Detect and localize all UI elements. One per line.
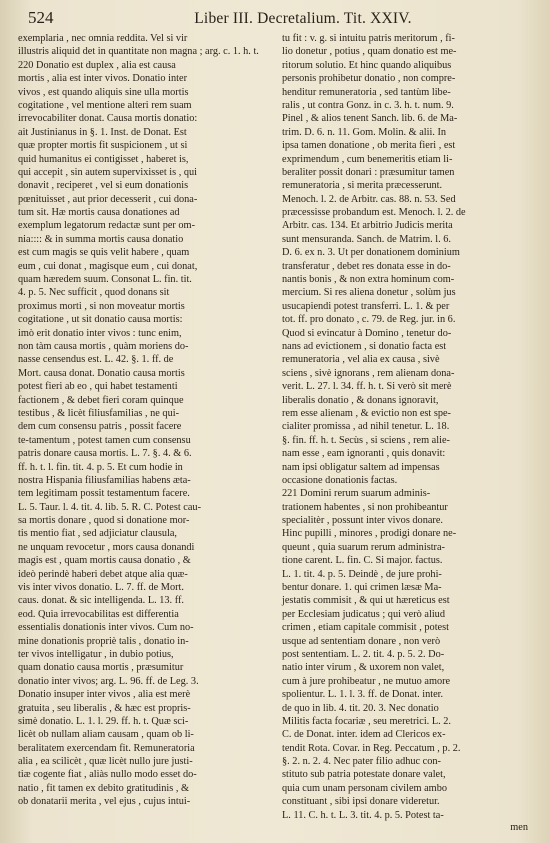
text-line: per Ecclesiam judicatus ; qui verò aliud bbox=[282, 608, 445, 620]
text-line: irrevocabiliter donat. Causa mortis donatio: bbox=[18, 113, 198, 125]
text-line: sa mortis donare , quod si donatione mor- bbox=[18, 515, 190, 527]
text-line: tot. ff. pro donato , c. 79. de Reg. jur. in 6. bbox=[282, 314, 456, 326]
text-line: D. 6. ex n. 3. Ut per donationem dominium bbox=[282, 247, 460, 259]
text-line: alia , ea scilicèt , quæ licèt nullo jure justi- bbox=[18, 756, 193, 768]
text-line: §. 2. n. 2. 4. Nec pater filio adhuc con- bbox=[282, 756, 441, 768]
text-line: ait Justinianus in §. 1. Inst. de Donat. Est bbox=[18, 126, 187, 138]
text-line: crimen , etiam capitale commisit , potest bbox=[282, 622, 449, 634]
text-line: ter vivos intelligatur , in dubio potius, bbox=[18, 648, 174, 660]
text-line: natio , fit tamen ex debito gratitudinis , & bbox=[18, 782, 190, 794]
text-line: cum à jure prohibeatur , ne mutuo amore bbox=[282, 675, 451, 687]
text-line: tiæ cogente fiat , aliàs nullo modo esset do- bbox=[18, 769, 197, 781]
text-line: lio donetur , potius , quam donatio est me- bbox=[282, 46, 457, 58]
text-line: tione carent. L. fin. C. Si major. factus. bbox=[282, 555, 443, 567]
text-line: quæ propter mortis fit suspicionem , ut si bbox=[18, 140, 188, 152]
text-line: quia cum unam personam civilem ambo bbox=[282, 782, 447, 794]
text-line: beralitatem exercendam fit. Remuneratoria bbox=[18, 742, 195, 754]
text-line: rem esse alienam , & evictio non est spe- bbox=[282, 407, 451, 419]
text-line: henditur remuneratoria , sed tantùm libe- bbox=[282, 86, 451, 98]
text-line: exemplaria , nec omnia reddita. Vel si vir bbox=[18, 33, 188, 44]
text-line: tendit Rota. Covar. in Reg. Peccatum , p. 2. bbox=[282, 742, 461, 754]
text-line: qui accepit , sin autem supervixisset is , qui bbox=[18, 166, 198, 178]
text-line: remuneratoria , si merita præcesserunt. bbox=[282, 180, 443, 192]
text-line: usucapiendi potest transferri. L. 1. & per bbox=[282, 300, 450, 312]
text-line: proximus morti , si non moveatur mortis bbox=[18, 300, 185, 312]
text-line: stituto sub patria potestate donare valet, bbox=[282, 769, 446, 781]
text-line: tum sit. Hæ mortis causa donationes ad bbox=[18, 207, 180, 219]
text-line: constituant , sibi ipsi donare videretur. bbox=[282, 796, 440, 808]
text-line: nostra Hispania filiusfamilias habens æta- bbox=[18, 474, 191, 486]
text-line: non tàm causa mortis , quàm moriens do- bbox=[18, 340, 189, 352]
right-column bbox=[282, 32, 532, 821]
text-line: ob donatarii merita , vel ejus , cujus intui- bbox=[18, 796, 191, 808]
text-line: caus. donat. & sic intelligenda. L. 13. ff. bbox=[18, 595, 184, 607]
text-line: Mort. causa donat. Donatio causa mortis bbox=[18, 367, 185, 379]
text-line: usque ad sententiam donare , non verò bbox=[282, 635, 441, 647]
text-line: sunt mensuranda. Sanch. de Matrim. l. 6. bbox=[282, 233, 452, 245]
text-line: donatio inter vivos; arg. L. 96. ff. de Leg. 3. bbox=[18, 675, 199, 687]
text-line: simè donatio. L. 1. l. 29. ff. h. t. Quæ sci- bbox=[18, 715, 189, 727]
text-line: licèt ob nullam aliam causam , quam ob li- bbox=[18, 729, 194, 741]
text-line: gratuita , seu liberalis , & hæc est propris- bbox=[18, 702, 191, 714]
text-line: L. 1. tit. 4. p. 5. Deindè , de jure prohi- bbox=[282, 568, 442, 580]
text-line: personis prohibetur donatio , non compre- bbox=[282, 73, 456, 85]
text-line: trationem habentes , si non prohibeantur bbox=[282, 501, 448, 513]
catchword: men bbox=[510, 822, 528, 833]
text-line: pœnituisset , aut prior decesserit , cui dona- bbox=[18, 193, 198, 205]
page-number: 524 bbox=[28, 8, 54, 27]
text-line: tis mentio fiat , sed adjiciatur clausula, bbox=[18, 528, 177, 540]
text-line: est cum magis se quis velit habere , quam bbox=[18, 247, 190, 259]
text-line: ralis , ut contra Gonz. in c. 3. h. t. num. 9. bbox=[282, 99, 454, 111]
left-column bbox=[18, 32, 268, 815]
text-line: factionem , & debet fieri coram quinque bbox=[18, 394, 184, 406]
text-line: verit. L. 27. l. 34. ff. h. t. Si verò sit merè bbox=[282, 381, 452, 393]
text-line: §. fin. ff. h. t. Secùs , si sciens , rem alie- bbox=[282, 434, 450, 446]
text-line: L. 5. Taur. l. 4. tit. 4. lib. 5. R. C. Potest cau- bbox=[18, 501, 201, 513]
text-line: imò erit donatio inter vivos : tunc enim, bbox=[18, 327, 182, 339]
text-line: tem legitimam possit testamentum facere. bbox=[18, 488, 190, 500]
text-line: sciens , sivè ignorans , rem alienam dona- bbox=[282, 367, 455, 379]
text-line: vis inter vivos donatio. L. 7. ff. de Mort. bbox=[18, 582, 184, 594]
text-line: L. 11. C. h. t. L. 3. tit. 4. p. 5. Potest ta- bbox=[282, 809, 444, 821]
text-line: mercium. Si res aliena donetur , solùm jus bbox=[282, 287, 456, 299]
text-line: ff. h. t. l. fin. tit. 4. p. 5. Et cum hodie in bbox=[18, 461, 183, 473]
text-line: natio inter virum , & uxorem non valet, bbox=[282, 662, 445, 674]
text-line: C. de Donat. inter. idem ad Clericos ex- bbox=[282, 729, 446, 741]
text-line: Donatio insuper inter vivos , alia est merè bbox=[18, 689, 191, 701]
text-line: ideò perindè haberi debet atque alia quæ- bbox=[18, 568, 188, 580]
text-line: te-tamentum , potest tamen cum consensu bbox=[18, 434, 191, 446]
text-line: occasione donationis factas. bbox=[282, 474, 398, 486]
text-line: mine donationis propriè talis , donatio in- bbox=[18, 635, 189, 647]
text-line: Militis facta focariæ , seu meretrici. L. 2. bbox=[282, 715, 451, 727]
text-line: cialiter promissa , ad nihil tenetur. L. 18. bbox=[282, 421, 450, 433]
text-line: patris donare causa mortis. L. 7. §. 4. & 6. bbox=[18, 448, 192, 460]
text-line: nans ad evictionem , si donatio facta est bbox=[282, 340, 447, 352]
text-line: cogitatione , vel mentione alteri rem suam bbox=[18, 99, 192, 111]
page-header bbox=[28, 8, 526, 32]
text-line: eod. Quia irrevocabilitas est differentia bbox=[18, 608, 179, 620]
text-line: essentialis donationis inter vivos. Cum no- bbox=[18, 622, 194, 634]
text-line: trim. D. 6. n. 11. Gom. Molin. & alii. In bbox=[282, 126, 447, 138]
text-line: post sententiam. L. 2. tit. 4. p. 5. 2. Do- bbox=[282, 648, 445, 660]
text-line: Menoch. l. 2. de Arbitr. cas. 88. n. 53. Sed bbox=[282, 193, 456, 205]
text-line: exprimendum , cum benemeritis etiam li- bbox=[282, 153, 453, 165]
text-line: Pinel , & alios tenent Sanch. lib. 6. de Ma- bbox=[282, 113, 458, 125]
text-line: quam donatio causa mortis , præsumitur bbox=[18, 662, 184, 674]
text-line: de quo in lib. 4. tit. 20. 3. Nec donatio bbox=[282, 702, 439, 714]
text-line: Quod si evincatur à Domino , tenetur do- bbox=[282, 327, 452, 339]
text-line: exemplum legatorum redactæ sunt per om- bbox=[18, 220, 195, 232]
text-line: mortis , alia est inter vivos. Donatio inter bbox=[18, 73, 188, 85]
text-line: tu fit : v. g. si intuitu patris meritorum , fi- bbox=[282, 33, 455, 44]
text-line: nia:::: & in summa mortis causa donatio bbox=[18, 233, 184, 245]
text-line: nam ipsi obligatur saltem ad impensas bbox=[282, 461, 440, 473]
text-line: præcessisse probandum est. Menoch. l. 2. de bbox=[282, 207, 466, 219]
text-line: Arbitr. cas. 134. Et arbitrio Judicis merita bbox=[282, 220, 453, 232]
text-line: remuneratoria , vel alia ex causa , sivè bbox=[282, 354, 440, 366]
text-line: spolientur. L. 1. l. 3. ff. de Donat. inter. bbox=[282, 689, 444, 701]
text-line: testibus , & licèt filiusfamilias , ne qui- bbox=[18, 407, 180, 419]
text-line: specialitèr , possunt inter vivos donare. bbox=[282, 515, 443, 527]
text-line: 220 Donatio est duplex , alia est causa bbox=[18, 59, 176, 71]
text-line: magis est , quam mortis causa donatio , & bbox=[18, 555, 191, 567]
text-line: dem cum consensu patris , possit facere bbox=[18, 421, 182, 433]
text-line: quam hæredem suum. Consonat L. fin. tit. bbox=[18, 274, 192, 286]
text-line: quid humanitus ei contigisset , haberet is, bbox=[18, 153, 189, 165]
text-line: jestatis commisit , & qui ut hæreticus est bbox=[282, 595, 450, 607]
text-line: ritorum solutio. Et hinc quando aliquibus bbox=[282, 59, 452, 71]
text-line: 221 Domini rerum suarum adminis- bbox=[282, 488, 431, 500]
text-line: eum , cui donat , magisque eum , cui donat, bbox=[18, 260, 198, 272]
text-line: nam esse , eam ignoranti , quis donavit: bbox=[282, 448, 446, 460]
text-line: queunt , quia suarum rerum administra- bbox=[282, 541, 445, 553]
text-line: ipsa tamen donatione , ob merita fieri , est bbox=[282, 140, 456, 152]
running-title: Liber III. Decretalium. Tit. XXIV. bbox=[194, 10, 412, 27]
text-line: nasse censendus est. L. 42. §. 1. ff. de bbox=[18, 354, 174, 366]
text-line: nantis bonis , & non extra hominum com- bbox=[282, 274, 455, 286]
text-columns bbox=[18, 32, 532, 821]
text-line: potest fieri ab eo , qui habet testamenti bbox=[18, 381, 178, 393]
text-line: illustris aliquid det in quantitate non magna ; arg. c. 1. h. t. bbox=[18, 46, 259, 58]
text-line: 4. p. 5. Nec sufficit , quod donans sit bbox=[18, 287, 170, 299]
text-line: beraliter possit donari : præsumitur tamen bbox=[282, 166, 455, 178]
text-line: donavit , reciperet , vel si eum donationis bbox=[18, 180, 189, 192]
text-line: bentur donare. 1. qui crimen læsæ Ma- bbox=[282, 582, 442, 594]
text-line: vivos , est quando aliquis sine ulla mortis bbox=[18, 86, 189, 98]
text-line: ne unquam revocetur , mors causa donandi bbox=[18, 541, 195, 553]
text-line: liberalis donatio , & donans ignoravit, bbox=[282, 394, 439, 406]
text-line: transferatur , debet res donata esse in do- bbox=[282, 260, 451, 272]
text-line: Hinc pupilli , minores , prodigi donare ne- bbox=[282, 528, 457, 540]
text-line: cogitatione , ut sit donatio causa mortis: bbox=[18, 314, 183, 326]
